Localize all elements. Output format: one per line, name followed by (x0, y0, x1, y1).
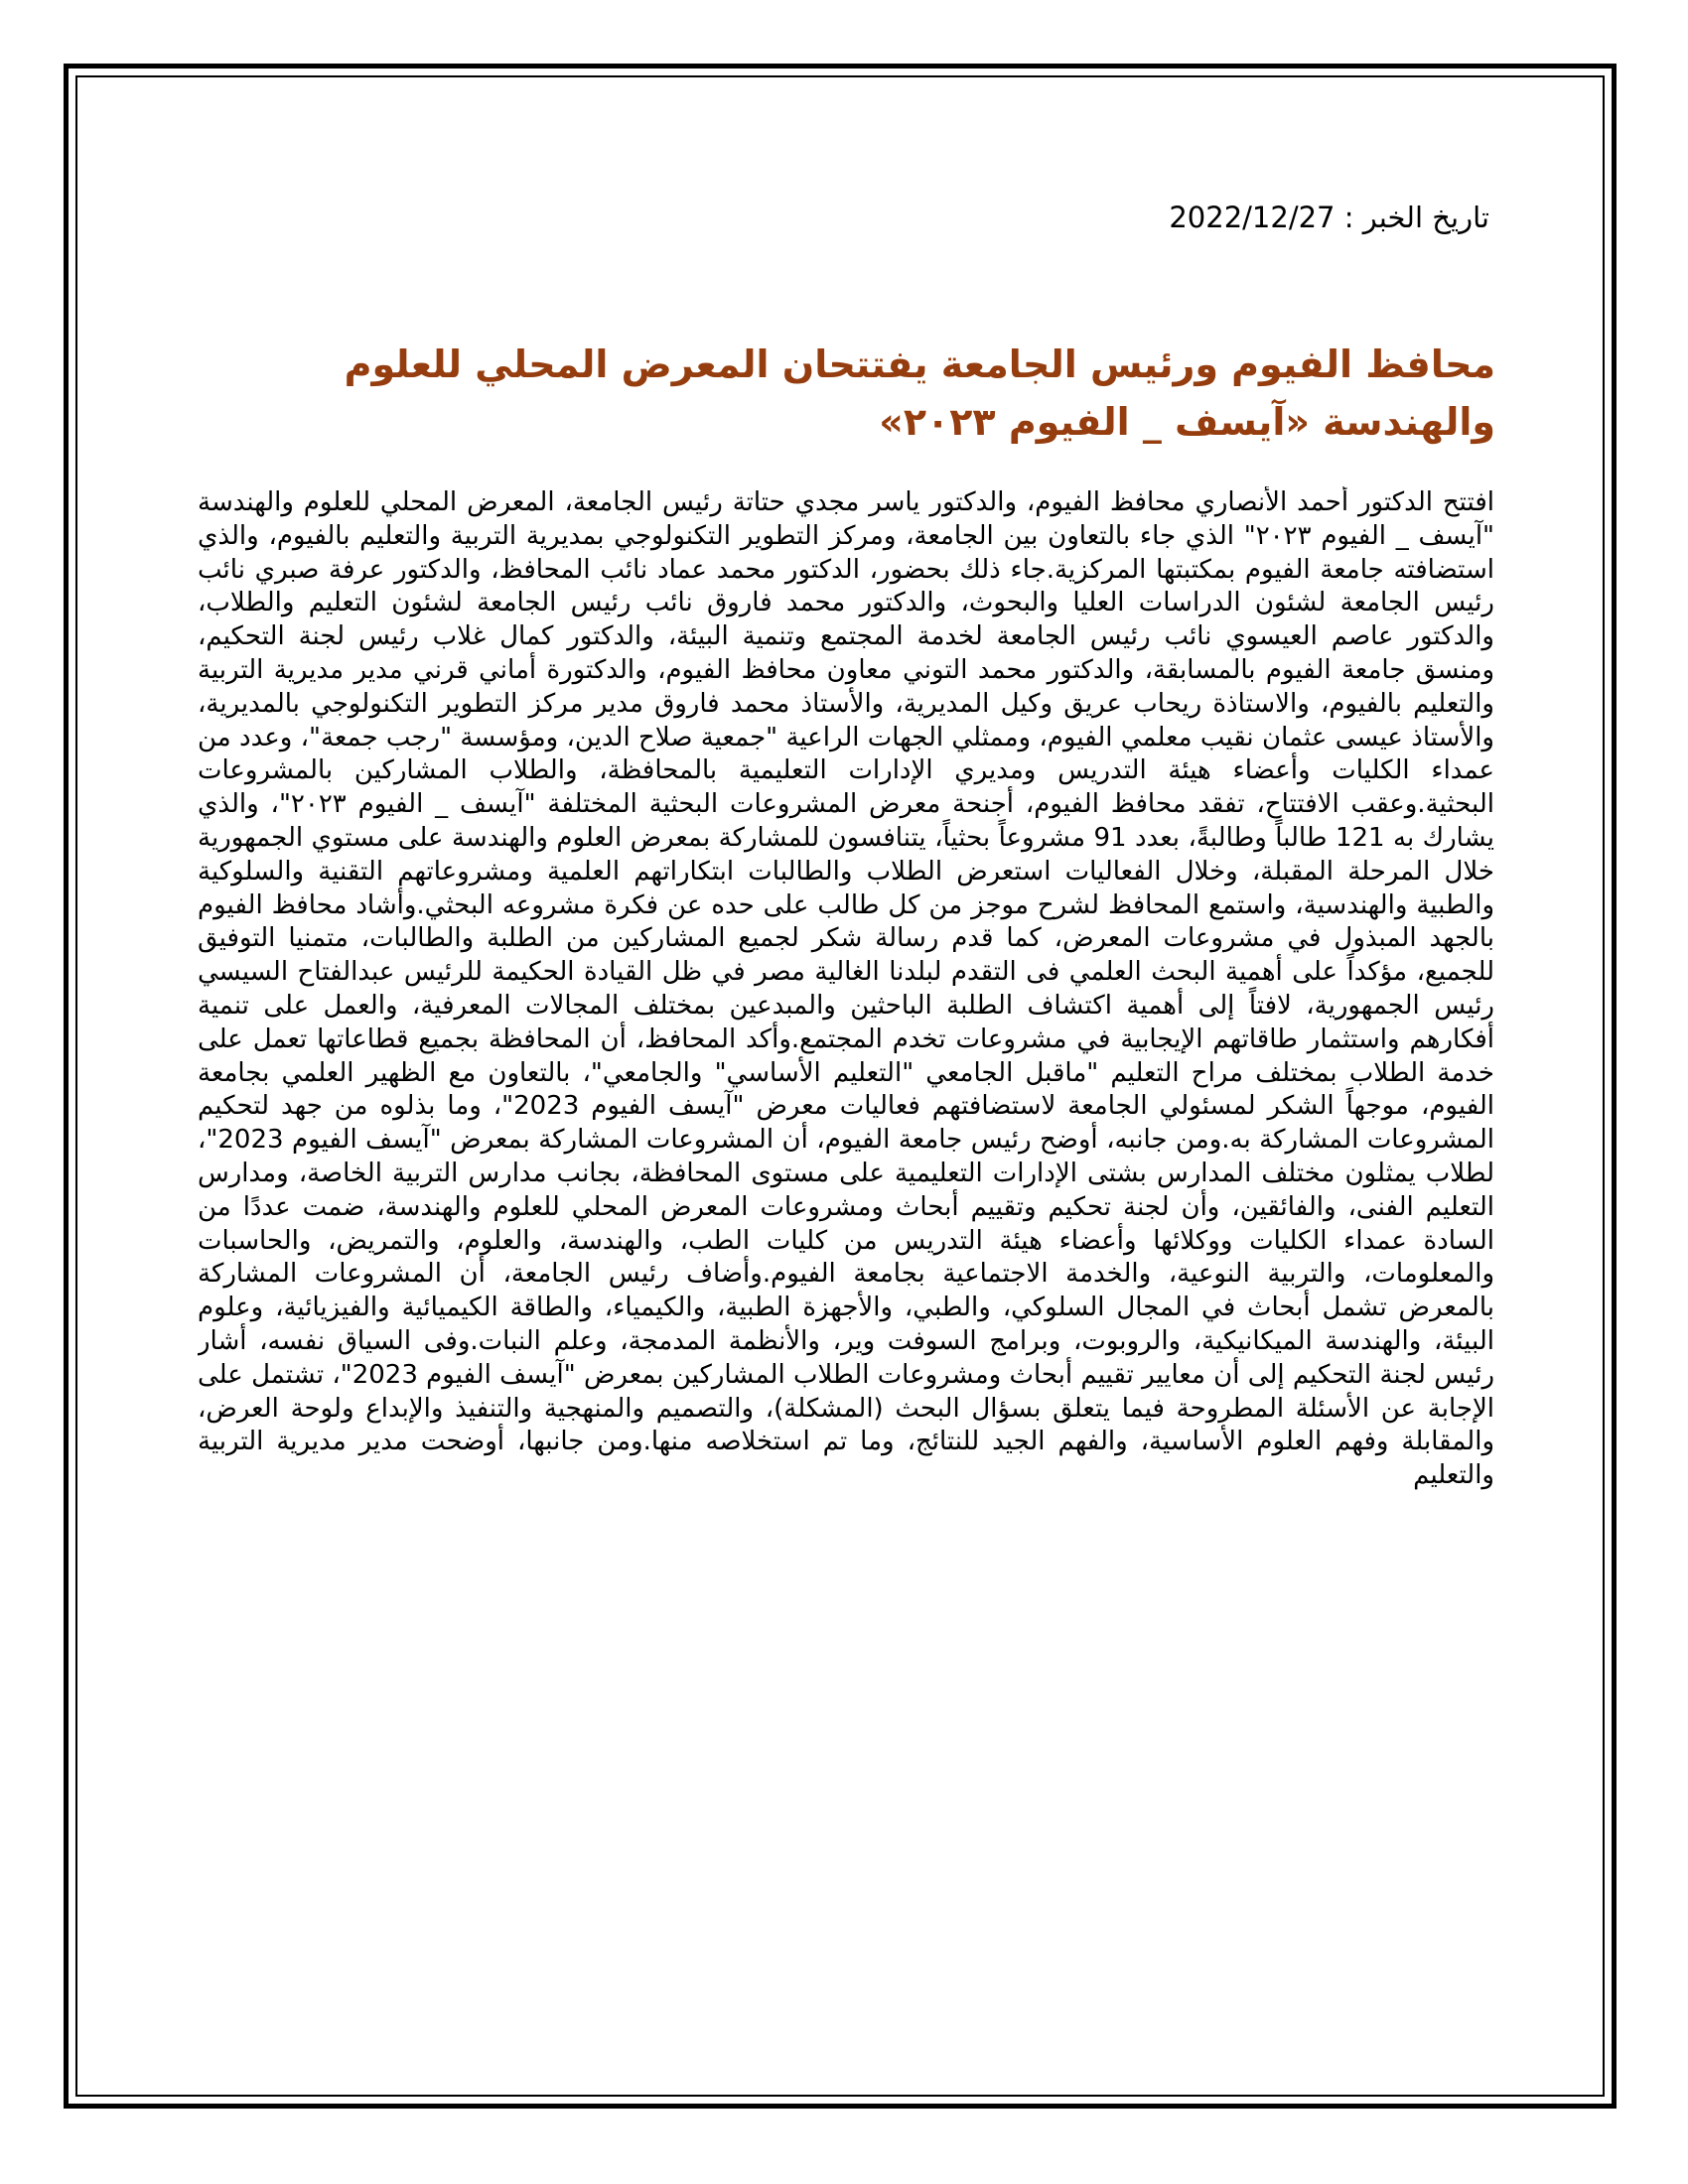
news-date-value: 2022/12/27 (1169, 201, 1336, 234)
news-date-label: تاريخ الخبر : (1343, 201, 1489, 234)
news-date-line (1169, 201, 1489, 234)
news-body-text: افتتح الدكتور أحمد الأنصاري محافظ الفيوم، والدكتور ياسر مجدي حتاتة رئيس الجامعة، المعرض المحلي للعلوم والهندسة "آيسف _ الفيوم ٢٠٢٣" الذي جاء بالتعاون بين الجامعة، ومركز التطوير التكنولوجي بمديرية التربية والتعليم بالفيوم، والذي استضافته جامعة الفيوم بمكتبتها المركزية.جاء ذلك بحضور، الدكتور محمد عماد نائب المحافظ، والدكتور عرفة صبري نائب رئيس الجامعة لشئون الدراسات العليا والبحوث، والدكتور محمد فاروق نائب رئيس الجامعة لشئون التعليم والطلاب، والدكتور عاصم العيسوي نائب رئيس الجامعة لخدمة المجتمع وتنمية البيئة، والدكتور كمال غلاب رئيس لجنة التحكيم، ومنسق جامعة الفيوم بالمسابقة، والدكتور محمد التوني معاون محافظ الفيوم، والدكتورة أماني قرني مدير مديرية التربية والتعليم بالفيوم، والاستاذة ريحاب عريق وكيل المديرية، والأستاذ محمد فاروق مدير مركز التطوير التكنولوجي بالمديرية، والأستاذ عيسى عثمان نقيب معلمي الفيوم، وممثلي الجهات الراعية "جمعية صلاح الدين، ومؤسسة "رجب جمعة"، وعدد من عمداء الكليات وأعضاء هيئة التدريس ومديري الإدارات التعليمية بالمحافظة، والطلاب المشاركين بالمشروعات البحثية.وعقب الافتتاح، تفقد محافظ الفيوم، أجنحة معرض المشروعات البحثية المختلفة "آيسف _ الفيوم ٢٠٢٣"، والذي يشارك به 121 طالباً وطالبةً، بعدد 91 مشروعاً بحثياً، يتنافسون للمشاركة بمعرض العلوم والهندسة على مستوي الجمهورية خلال المرحلة المقبلة، وخلال الفعاليات استعرض الطلاب والطالبات ابتكاراتهم العلمية ومشروعاتهم التقنية والسلوكية والطبية والهندسية، واستمع المحافظ لشرح موجز من كل طالب على حده عن فكرة مشروعه البحثي.وأشاد محافظ الفيوم بالجهد المبذول في مشروعات المعرض، كما قدم رسالة شكر لجميع المشاركين من الطلبة والطالبات، متمنيا التوفيق للجميع، مؤكداً على أهمية البحث العلمي فى التقدم لبلدنا الغالية مصر في ظل القيادة الحكيمة للرئيس عبدالفتاح السيسي رئيس الجمهورية، لافتاً إلى أهمية اكتشاف الطلبة الباحثين والمبدعين بمختلف المجالات المعرفية، والعمل على تنمية أفكارهم واستثمار طاقاتهم الإيجابية في مشروعات تخدم المجتمع.وأكد المحافظ، أن المحافظة بجميع قطاعاتها تعمل على خدمة الطلاب بمختلف مراح التعليم "ماقبل الجامعي "التعليم الأساسي" والجامعي"، بالتعاون مع الظهير العلمي بجامعة الفيوم، موجهاً الشكر لمسئولي الجامعة لاستضافتهم فعاليات معرض "آيسف الفيوم 2023"، وما بذلوه من جهد لتحكيم المشروعات المشاركة به.ومن جانبه، أوضح رئيس جامعة الفيوم، أن المشروعات المشاركة بمعرض "آيسف الفيوم 2023"، لطلاب يمثلون مختلف المدارس بشتى الإدارات التعليمية على مستوى المحافظة، بجانب مدارس التربية الخاصة، ومدارس التعليم الفنى، والفائقين، وأن لجنة تحكيم وتقييم أبحاث ومشروعات المعرض المحلي للعلوم والهندسة، ضمت عددًا من السادة عمداء الكليات ووكلائها وأعضاء هيئة التدريس من كليات الطب، والهندسة، والعلوم، والتمريض، والحاسبات والمعلومات، والتربية النوعية، والخدمة الاجتماعية بجامعة الفيوم.وأضاف رئيس الجامعة، أن المشروعات المشاركة بالمعرض تشمل أبحاث في المجال السلوكي، والطبي، والأجهزة الطبية، والكيمياء، والطاقة الكيميائية والفيزيائية، وعلوم البيئة، والهندسة الميكانيكية، والروبوت، وبرامج السوفت وير، والأنظمة المدمجة، وعلم النبات.وفى السياق نفسه، أشار رئيس لجنة التحكيم إلى أن معايير تقييم أبحاث ومشروعات الطلاب المشاركين بمعرض "آيسف الفيوم 2023"، تشتمل على الإجابة عن الأسئلة المطروحة فيما يتعلق بسؤال البحث (المشكلة)، والتصميم والمنهجية والتنفيذ والإبداع ولوحة العرض، والمقابلة وفهم العلوم الأساسية، والفهم الجيد للنتائج، وما تم استخلاصه منها.ومن جانبها، أوضحت مدير مديرية التربية والتعليم (198, 487, 1494, 1491)
news-headline: محافظ الفيوم ورئيس الجامعة يفتتحان المعرض المحلي للعلوم والهندسة «آيسف _ الفيوم ٢٠٢٣» (344, 342, 1495, 444)
